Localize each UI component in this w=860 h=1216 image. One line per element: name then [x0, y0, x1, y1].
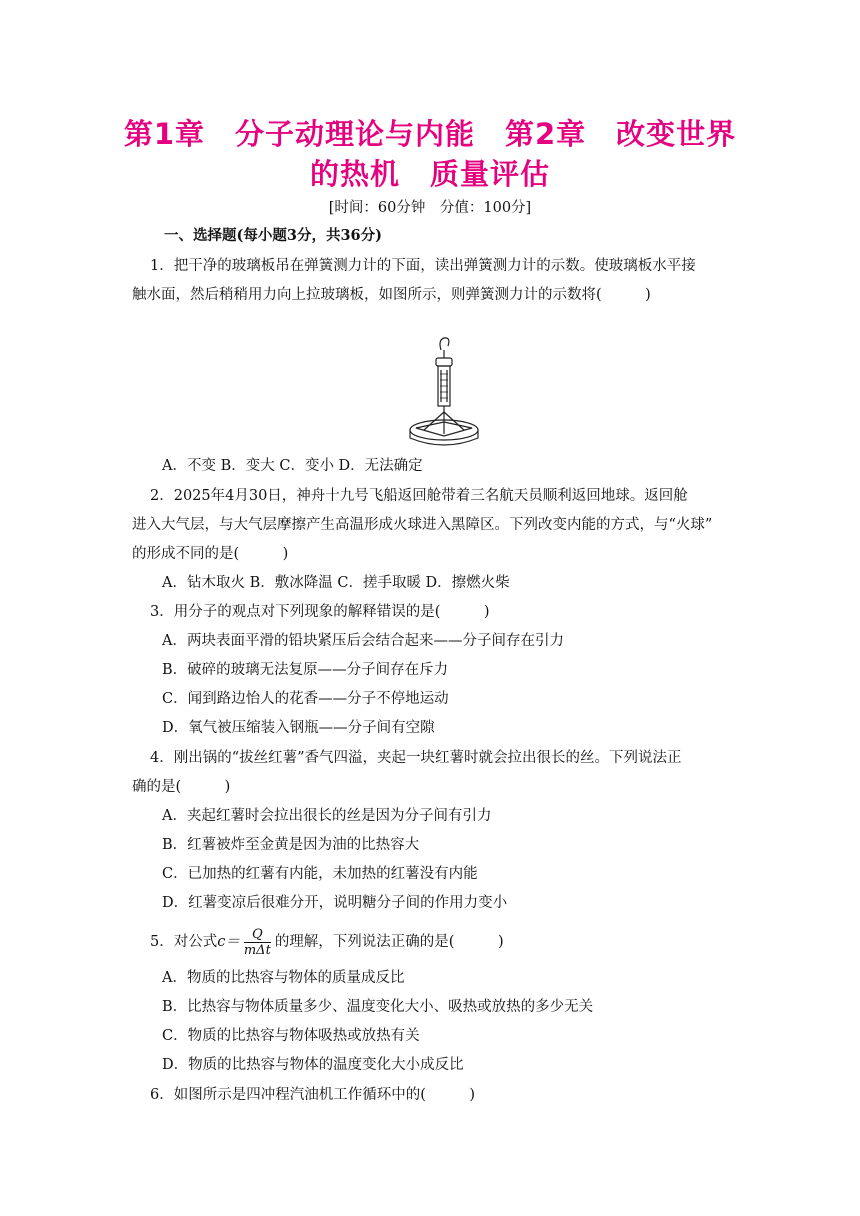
q4-line1: 4．刚出锅的“拔丝红薯”香气四溢，夹起一块红薯时就会拉出很长的丝。下列说法正: [150, 750, 682, 766]
q4-line2: 确的是( ): [132, 779, 231, 795]
q5-stem: [150, 924, 504, 960]
q1-line1: 1．把干净的玻璃板吊在弹簧测力计的下面，读出弹簧测力计的示数。使玻璃板水平接: [150, 258, 696, 274]
q4-option-a: A．夹起红薯时会拉出很长的丝是因为分子间有引力: [162, 808, 492, 824]
q3-stem: 3．用分子的观点对下列现象的解释错误的是( ): [150, 604, 490, 620]
q5-stem-post: 的理解，下列说法正确的是( ): [274, 934, 504, 950]
q3-option-a: A．两块表面平滑的铅块紧压后会结合起来——分子间存在引力: [162, 633, 564, 649]
page-title-line1: 第1章 分子动理论与内能 第2章 改变世界: [123, 117, 737, 151]
q5-option-d: D．物质的比热容与物体的温度变化大小成反比: [162, 1057, 464, 1073]
q2-options: A．钻木取火 B．敷冰降温 C．搓手取暖 D．擦燃火柴: [162, 575, 510, 591]
exam-info: [时间：60分钟 分值：100分]: [328, 200, 532, 216]
q3-option-c: C．闻到路边怡人的花香——分子不停地运动: [162, 691, 449, 707]
q5-formula-numerator: Q: [244, 927, 271, 943]
q5-formula-fraction: [244, 927, 271, 958]
q5-option-c: C．物质的比热容与物体吸热或放热有关: [162, 1028, 420, 1044]
q1-options: A．不变 B．变大 C．变小 D．无法确定: [162, 458, 423, 474]
q4-option-c: C．已加热的红薯有内能，未加热的红薯没有内能: [162, 866, 478, 882]
q2-line2: 进入大气层，与大气层摩擦产生高温形成火球进入黑障区。下列改变内能的方式，与“火球”: [132, 517, 713, 533]
q5-option-a: A．物质的比热容与物体的质量成反比: [162, 970, 405, 986]
spring-scale-figure: [400, 334, 500, 452]
q5-stem-pre: 5．对公式: [150, 934, 218, 950]
q1-line2: 触水面，然后稍稍用力向上拉玻璃板，如图所示，则弹簧测力计的示数将( ): [132, 287, 651, 303]
page-title-line2: 的热机 质量评估: [309, 157, 550, 191]
q4-option-b: B．红薯被炸至金黄是因为油的比热容大: [162, 837, 420, 853]
q2-line1: 2．2025年4月30日，神舟十九号飞船返回舱带着三名航天员顺利返回地球。返回舱: [150, 488, 688, 504]
section-heading: 一、选择题(每小题3分，共36分): [164, 227, 382, 244]
q5-formula-denominator: mΔt: [243, 942, 271, 958]
q5-formula-lhs: c＝: [217, 934, 240, 950]
q2-line3: 的形成不同的是( ): [132, 546, 289, 562]
q6-stem: 6．如图所示是四冲程汽油机工作循环中的( ): [150, 1087, 476, 1103]
q4-option-d: D．红薯变凉后很难分开，说明糖分子间的作用力变小: [162, 895, 508, 911]
q3-option-d: D．氧气被压缩装入钢瓶——分子间有空隙: [162, 720, 435, 736]
q5-option-b: B．比热容与物体质量多少、温度变化大小、吸热或放热的多少无关: [162, 999, 594, 1015]
q3-option-b: B．破碎的玻璃无法复原——分子间存在斥力: [162, 662, 449, 678]
